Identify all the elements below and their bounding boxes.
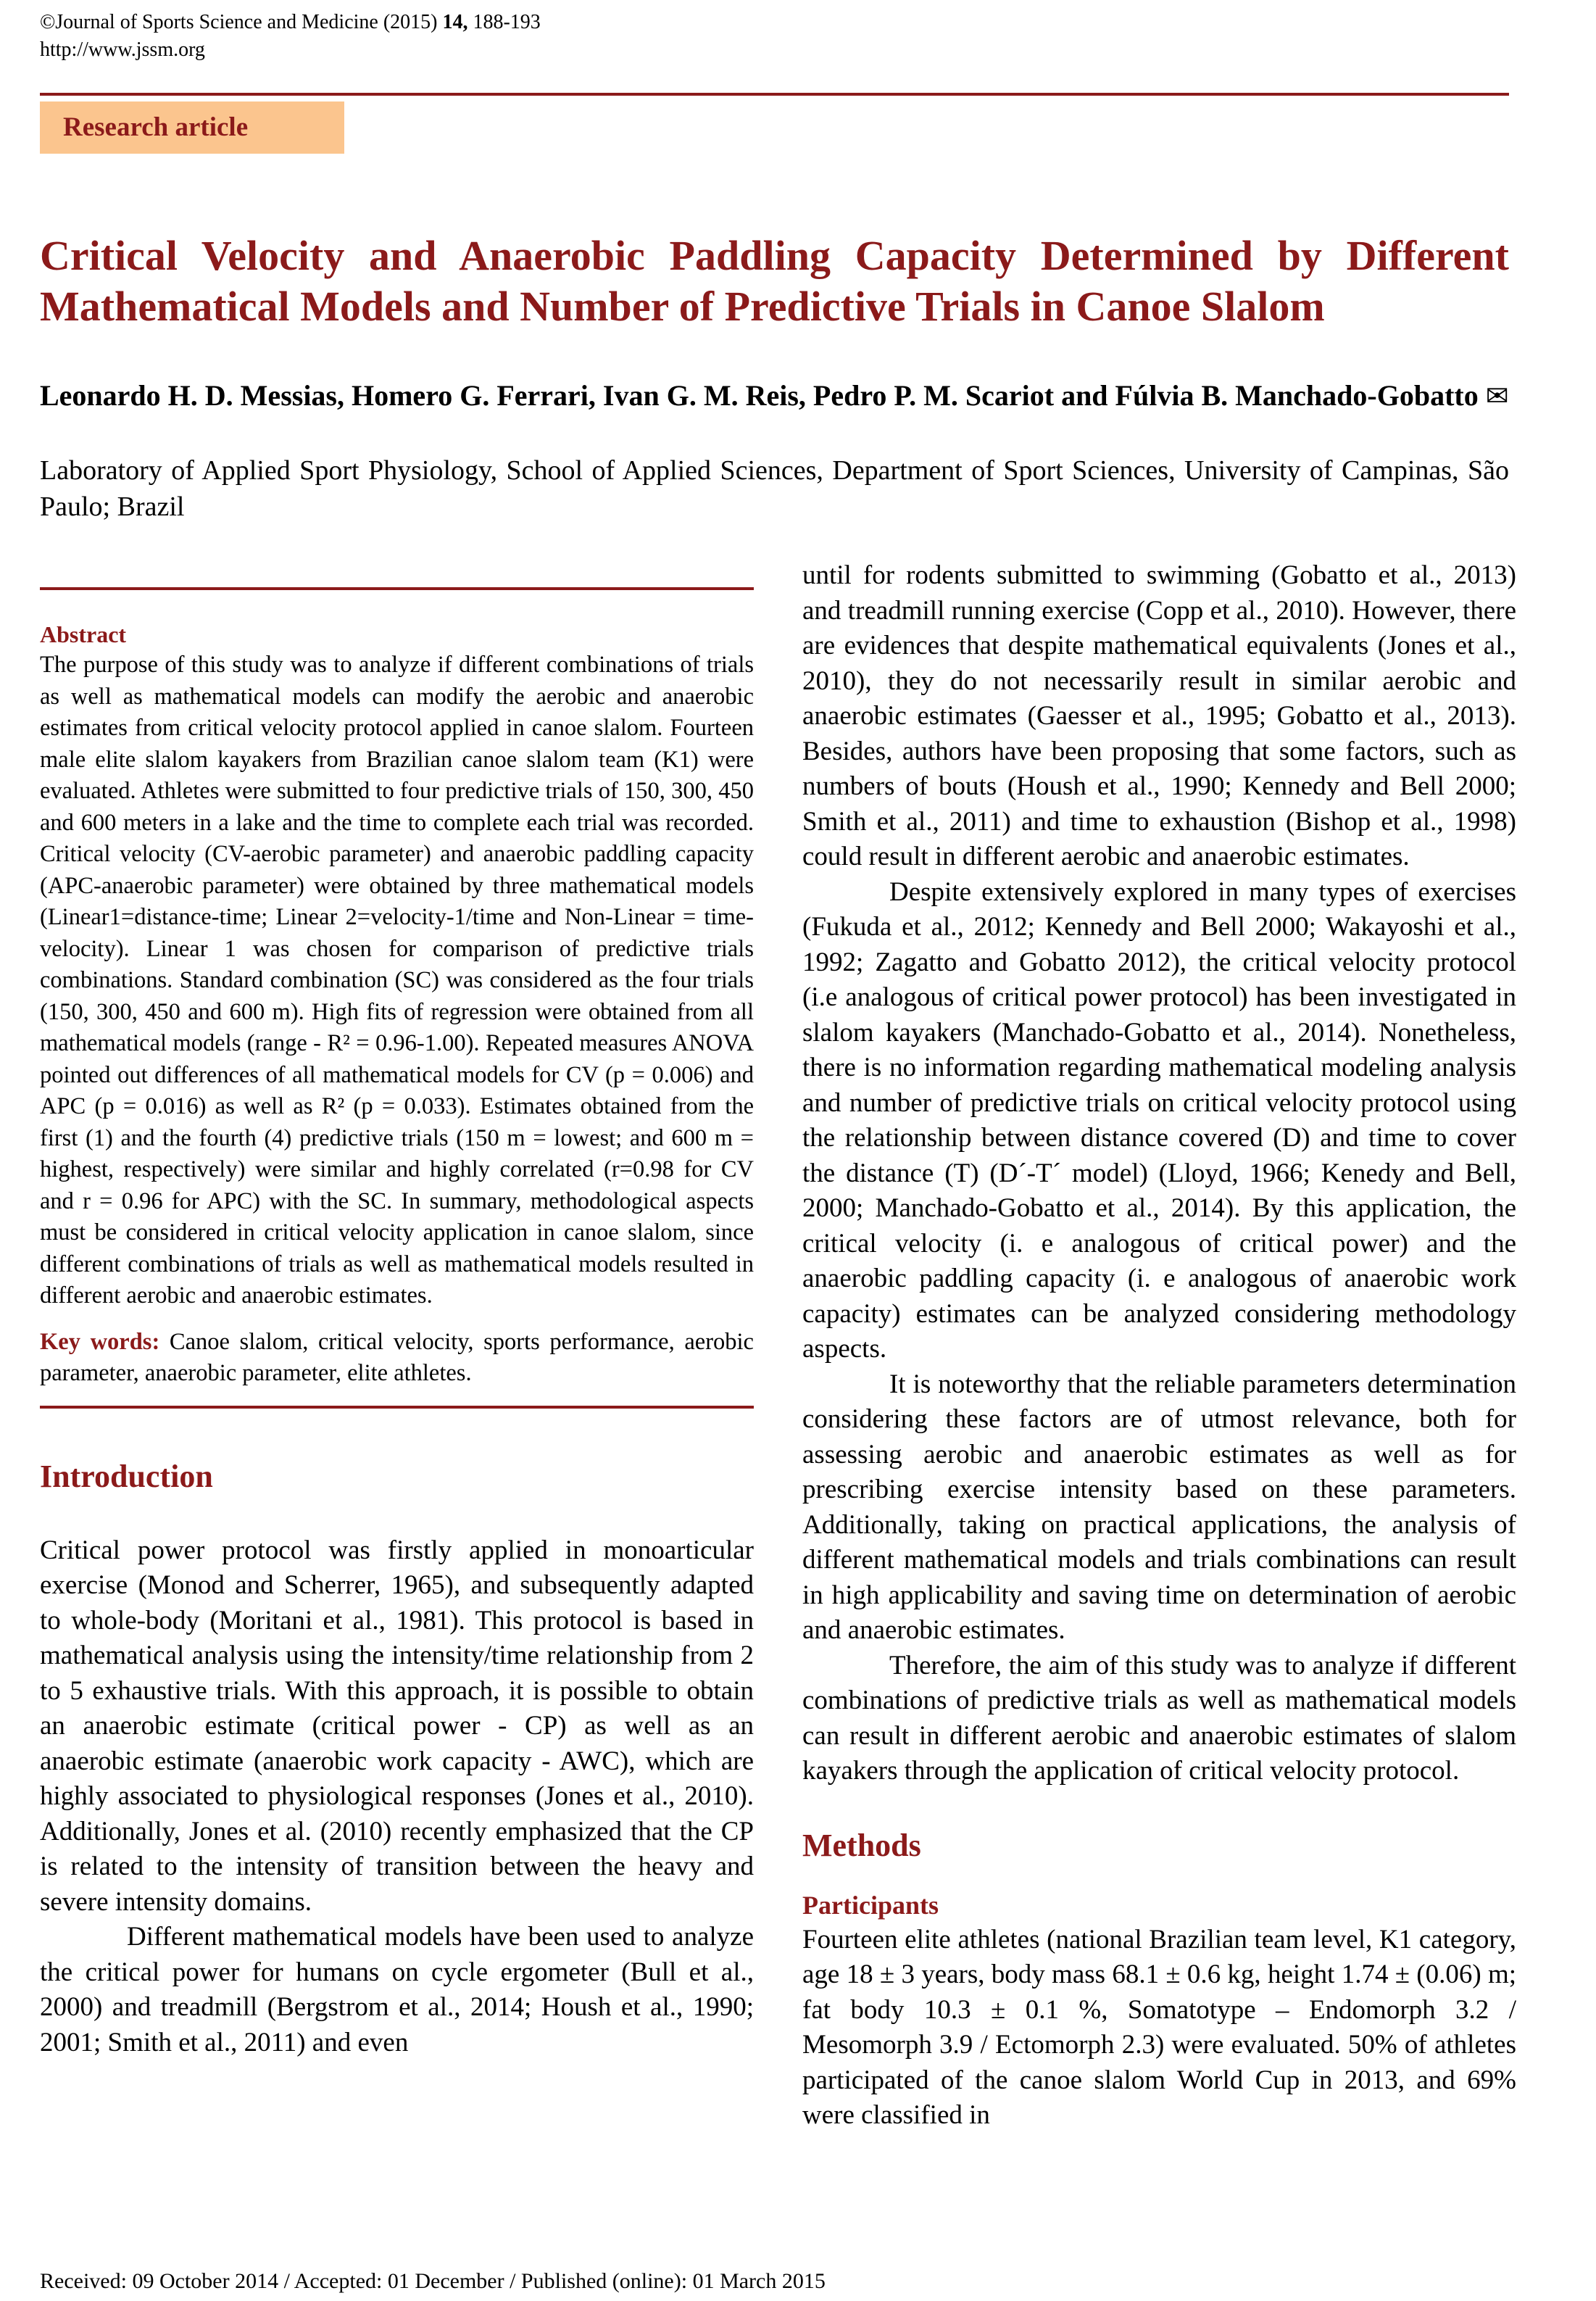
intro-paragraph-6: Therefore, the aim of this study was to analyze if different combinations of predictive trials as well as mathematical models can result in different aerobic and anaerobic estimates of slalom kayakers through the application of critical velocity protocol. [802, 1650, 1516, 1786]
abstract-text: The purpose of this study was to analyze if different combinations of trials as well as mathematical models can modify the aerobic and anaerobic estimates from critical velocity protocol applied in canoe slalom. Fourteen male elite slalom kayakers from Brazilian canoe slalom team (K1) were evaluated. Athletes were submitted to four predictive trials of 150, 300, 450 and 600 meters in a lake and the time to complete each trial was recorded. Critical velocity (CV-aerobic parameter) and anaerobic paddling capacity (APC-anaerobic parameter) were obtained by three mathematical models (Linear1=distance-time; Linear 2=velocity-1/time and Non-Linear = time-velocity). Linear 1 was chosen for comparison of predictive trials combinations. Standard combination (SC) was considered as the four trials (150, 300, 450 and 600 m). High fits of regression were obtained from all mathematical models (range - R² = 0.96-1.00). Repeated measures ANOVA pointed out differences of all mathematical models for CV (p = 0.006) and APC (p = 0.016) as well as R² (p = 0.033). Estimates obtained from the first (1) and the fourth (4) predictive trials (150 m = lowest; and 600 m = highest, respectively) were similar and highly correlated (r=0.98 for CV and r = 0.96 for APC) with the SC. In summary, methodological aspects must be considered in critical velocity application in canoe slalom, since different combinations of trials as well as mathematical models resulted in different aerobic and anaerobic estimates. [40, 652, 754, 1309]
abstract-top-rule [40, 587, 754, 590]
intro-paragraph-4: Despite extensively explored in many types of exercises (Fukuda et al., 2012; Kennedy and Bell 2000; Wakayoshi et al., 1992; Zagatto and Gobatto 2012), the critical velocity protocol (i.e analogous of critical power protocol) has been investigated in slalom kayakers (Manchado-Gobatto et al., 2014). Nonetheless, there is no information regarding mathematical modeling analysis and number of predictive trials on critical velocity protocol using the relationship between distance covered (D) and time to cover the distance (T) (D´-T´ model) (Lloyd, 1966; Kenedy and Bell, 2000; Manchado-Gobatto et al., 2014). By this application, the critical velocity (i. e analogous of critical power) and the anaerobic paddling capacity (i. e analogous of anaerobic work capacity) estimates can be analyzed considering methodology aspects. [802, 876, 1516, 1364]
intro-paragraph-1: Critical power protocol was firstly applied in monoarticular exercise (Monod and Scherrer, 1965), and subsequently adapted to whole-body (Moritani et al., 1981). This protocol is based in mathematical analysis using the intensity/time relationship from 2 to 5 exhaustive trials. With this approach, it is possible to obtain an anaerobic estimate (critical power - CP) as well as an anaerobic estimate (anaerobic work capacity - AWC), which are highly associated to physiological responses (Jones et al., 2010). Additionally, Jones et al. (2010) recently emphasized that the CP is related to the intensity of transition between the heavy and severe intensity domains. [40, 1535, 754, 1917]
paper-title: Critical Velocity and Anaerobic Paddling Capacity Determined by Different Mathematical Models and Number of Predictive Trials in Canoe Slalom [40, 232, 1509, 330]
right-column [802, 558, 1516, 2134]
participants-paragraph: Fourteen elite athletes (national Brazilian team level, K1 category, age 18 ± 3 years, body mass 68.1 ± 0.6 kg, height 1.74 ± (0.06) m; fat body 10.3 ± 0.1 %, Somatotype – Endomorph 3.2 / Mesomorph 3.9 / Ectomorph 2.3) were evaluated. 50% of athletes participated of the canoe slalom World Cup in 2013, and 69% were classified in [802, 1924, 1516, 2130]
journal-header [40, 9, 541, 64]
article-type-badge: Research article [40, 101, 344, 154]
keywords-label: Key words: [40, 1328, 160, 1355]
keywords-text: Canoe slalom, critical velocity, sports performance, aerobic parameter, anaerobic parameter, elite athletes. [40, 1328, 754, 1386]
received-dates-footer: Received: 09 October 2014 / Accepted: 01 December / Published (online): 01 March 2015 [40, 2269, 826, 2293]
abstract-heading: Abstract [40, 621, 127, 647]
author-list: Leonardo H. D. Messias, Homero G. Ferrari, Ivan G. M. Reis, Pedro P. M. Scariot and Fúlvia B. Manchado-Gobatto ✉ [40, 379, 1509, 412]
left-column [40, 587, 754, 2060]
affiliation: Laboratory of Applied Sport Physiology, School of Applied Sciences, Department of Sport Sciences, University of Campinas, São Paulo; Brazil [40, 455, 1509, 522]
envelope-icon[interactable]: ✉ [1485, 381, 1509, 412]
intro-paragraph-2: Different mathematical models have been used to analyze the critical power for humans on cycle ergometer (Bull et al., 2000) and treadmill (Bergstrom et al., 2014; Housh et al., 1990; 2001; Smith et al., 2011) and even [40, 1922, 754, 2057]
intro-paragraph-3: until for rodents submitted to swimming (Gobatto et al., 2013) and treadmill running exercise (Copp et al., 2010). However, there are evidences that despite mathematical equivalents (Jones et al., 2010), they do not necessarily result in similar aerobic and anaerobic estimates (Gaesser et al., 1995; Gobatto et al., 2013). Besides, authors have been proposing that some factors, such as numbers of bouts (Housh et al., 1990; Kennedy and Bell 2000; Smith et al., 2011) and time to exhaustion (Bishop et al., 1998) could result in different aerobic and anaerobic estimates. [802, 560, 1516, 871]
introduction-heading: Introduction [40, 1458, 213, 1494]
participants-heading: Participants [802, 1890, 939, 1920]
header-rule [40, 93, 1509, 96]
intro-paragraph-5: It is noteworthy that the reliable parameters determination considering these factors are of utmost relevance, both for assessing aerobic and anaerobic estimates as well as for prescribing exercise intensity based on these parameters. Additionally, taking on practical applications, the analysis of different mathematical models and trials combinations can result in high applicability and saving time on determination of aerobic and anaerobic estimates. [802, 1369, 1516, 1645]
methods-heading: Methods [802, 1827, 921, 1863]
keywords [40, 1327, 754, 1390]
journal-citation: ©Journal of Sports Science and Medicine (2015) 14, 188-193 [40, 11, 541, 33]
abstract-bottom-rule [40, 1406, 754, 1409]
journal-url[interactable]: http://www.jssm.org [40, 38, 205, 61]
